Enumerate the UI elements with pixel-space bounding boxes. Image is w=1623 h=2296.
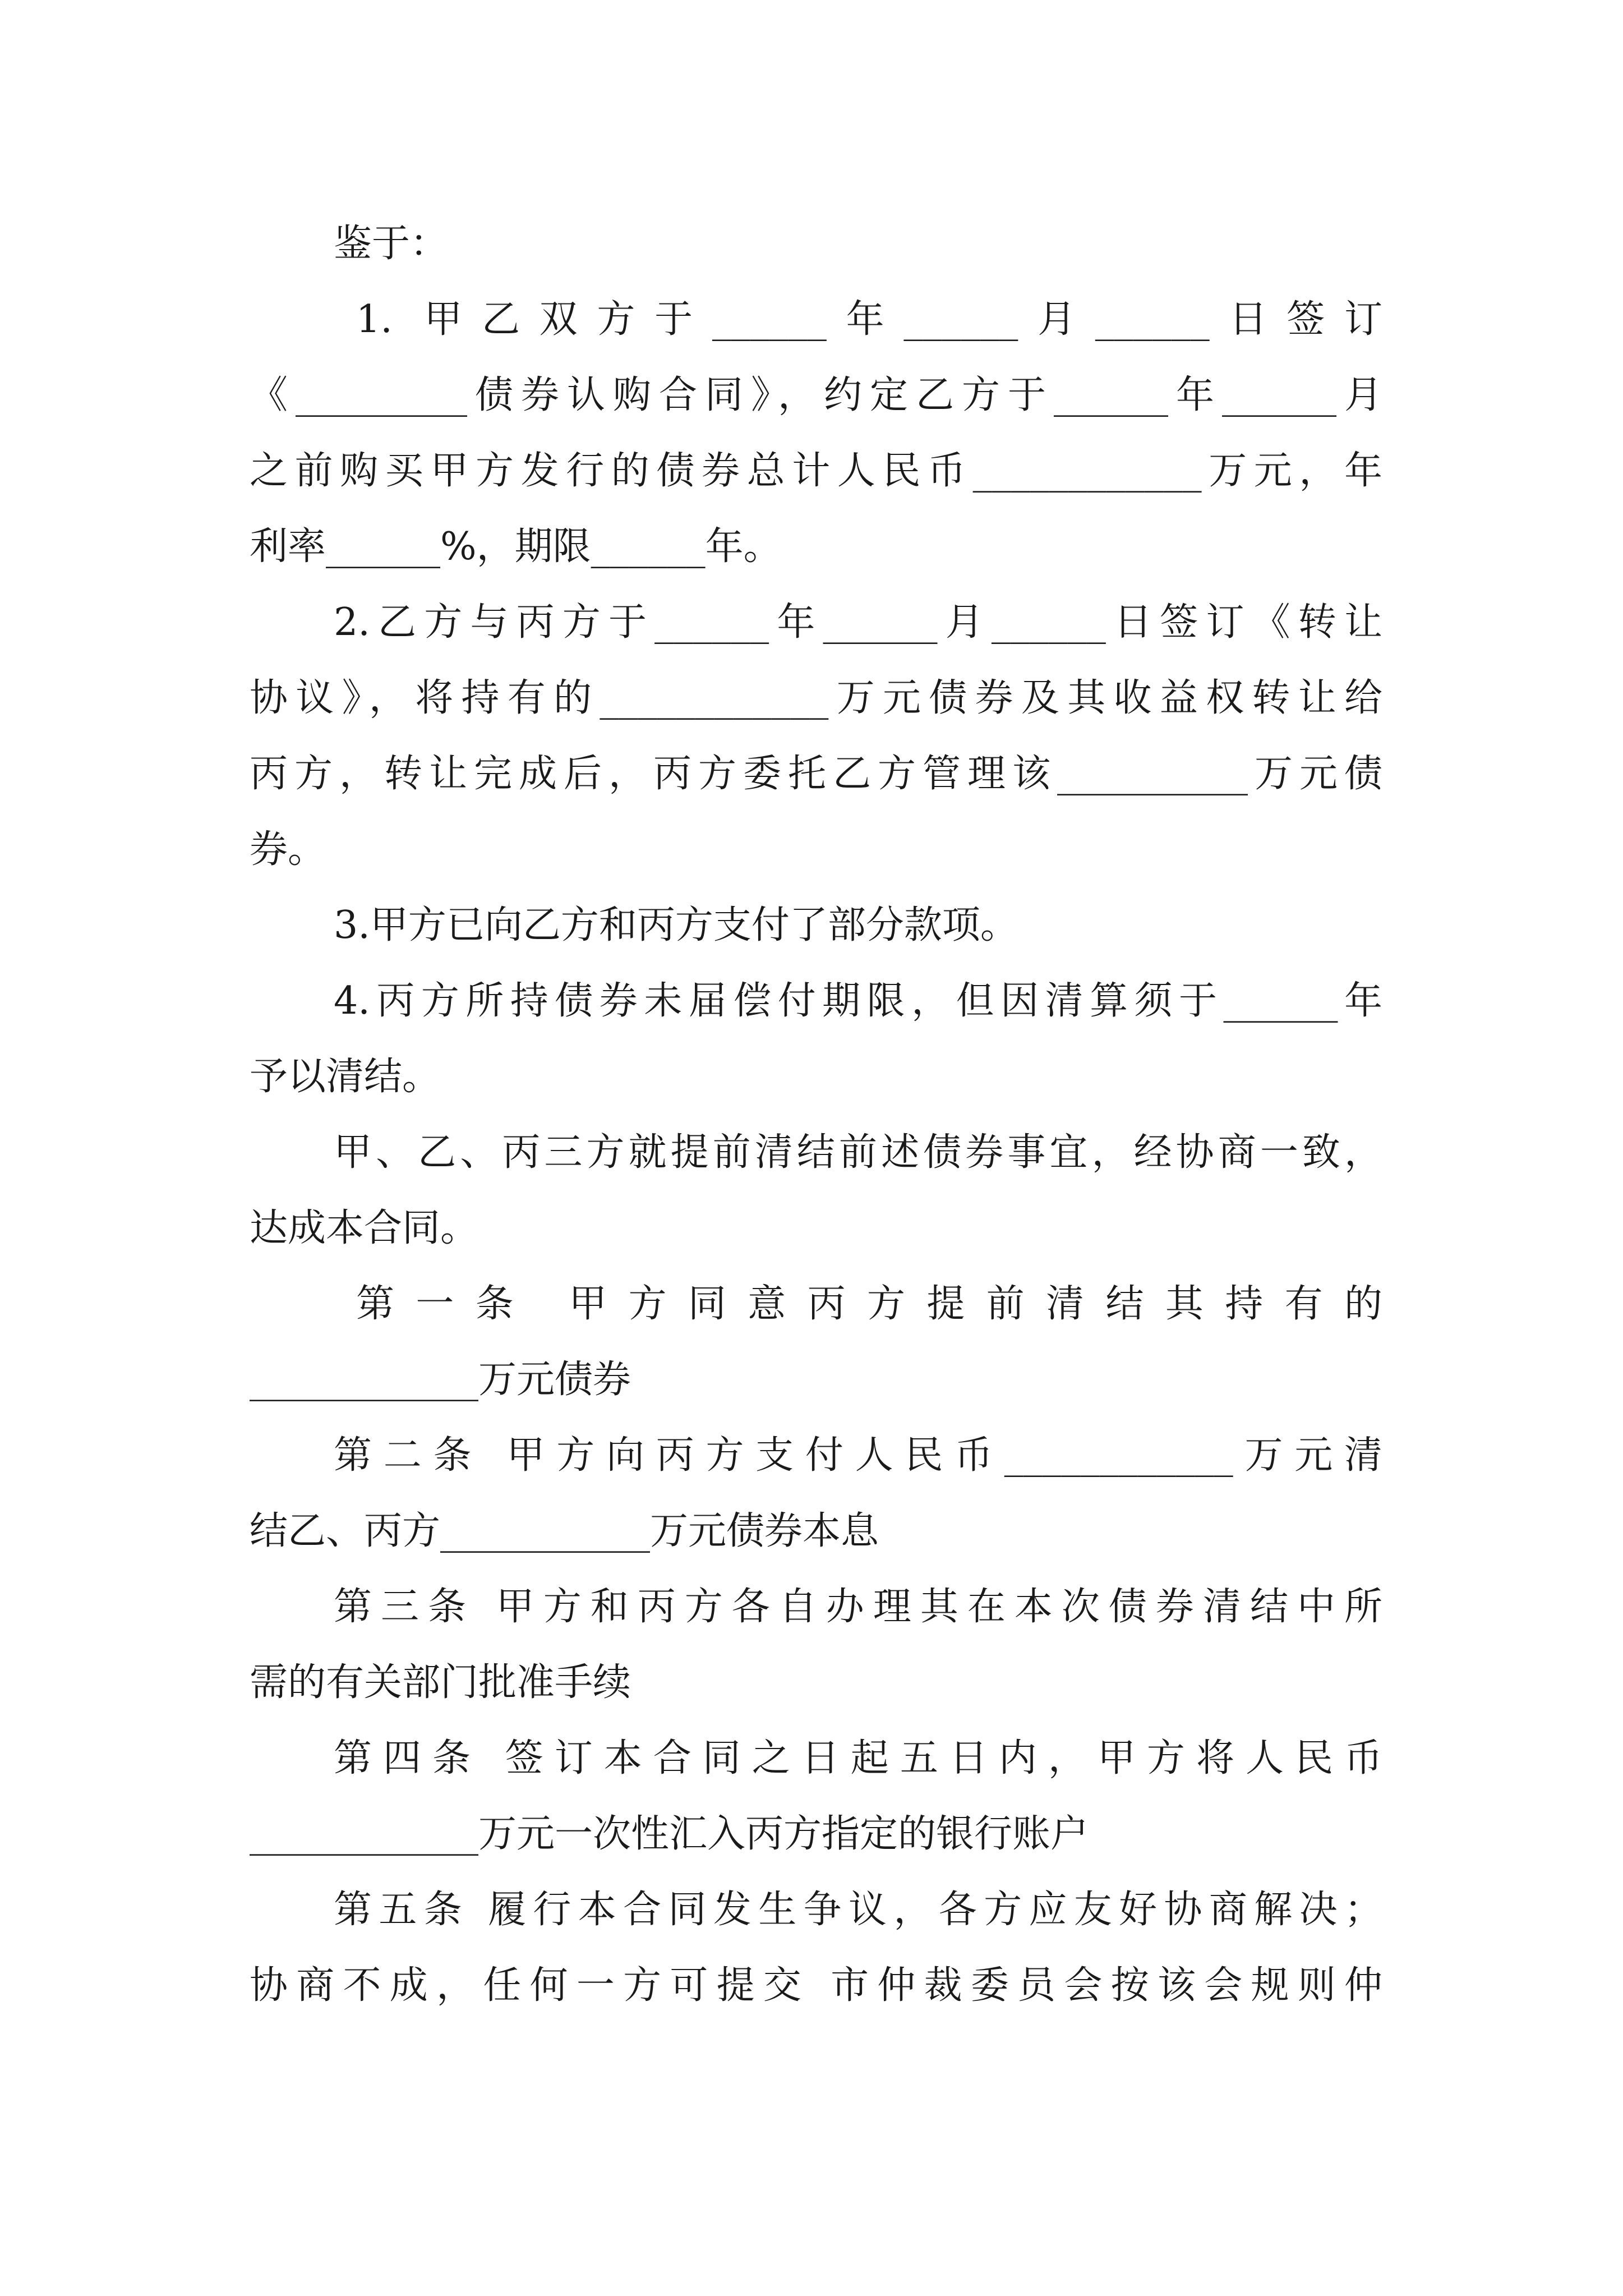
text-line: 3.甲方已向乙方和丙方支付了部分款项。 xyxy=(334,903,1018,947)
text-line: ____________万元一次性汇入丙方指定的银行账户 xyxy=(250,1812,1089,1856)
text-line: 予以清结。 xyxy=(250,1055,441,1099)
text-line: 第一条 甲方同意丙方提前清结其持有的 xyxy=(356,1282,1382,1326)
text-line: 券。 xyxy=(250,827,326,872)
text-line: 结乙、丙方___________万元债券本息 xyxy=(250,1509,879,1553)
text-line: 需的有关部门批准手续 xyxy=(250,1660,631,1705)
text-line: 丙方，转让完成后，丙方委托乙方管理该__________万元债 xyxy=(250,752,1382,796)
text-line: 之前购买甲方发行的债券总计人民币____________万元，年 xyxy=(250,449,1382,493)
text-line: 《_________债券认购合同》，约定乙方于______年______月 xyxy=(250,373,1382,417)
text-line: 协议》，将持有的____________万元债券及其收益权转让给 xyxy=(250,676,1382,720)
text-line: 第四条 签订本合同之日起五日内，甲方将人民币 xyxy=(334,1736,1382,1780)
text-line: 协商不成，任何一方可提交 市仲裁委员会按该会规则仲 xyxy=(250,1963,1382,2008)
text-line: 4.丙方所持债券未届偿付期限，但因清算须于______年 xyxy=(334,979,1382,1023)
text-line: 1. 甲乙双方于______年______月______日签订 xyxy=(356,297,1382,342)
text-line: 第三条 甲方和丙方各自办理其在本次债券清结中所 xyxy=(334,1585,1382,1629)
text-line: 达成本合同。 xyxy=(250,1206,479,1250)
text-line: 第二条 甲方向丙方支付人民币____________万元清 xyxy=(334,1433,1382,1478)
text-line: 甲、乙、丙三方就提前清结前述债券事宜，经协商一致， xyxy=(334,1130,1382,1175)
text-line: 第五条 履行本合同发生争议，各方应友好协商解决； xyxy=(334,1888,1382,1932)
text-line: 2.乙方与丙方于______年______月______日签订《转让 xyxy=(334,600,1382,645)
text-line: 利率______%，期限______年。 xyxy=(250,524,782,569)
text-line: 鉴于： xyxy=(334,222,449,266)
text-line: ____________万元债券 xyxy=(250,1358,631,1402)
